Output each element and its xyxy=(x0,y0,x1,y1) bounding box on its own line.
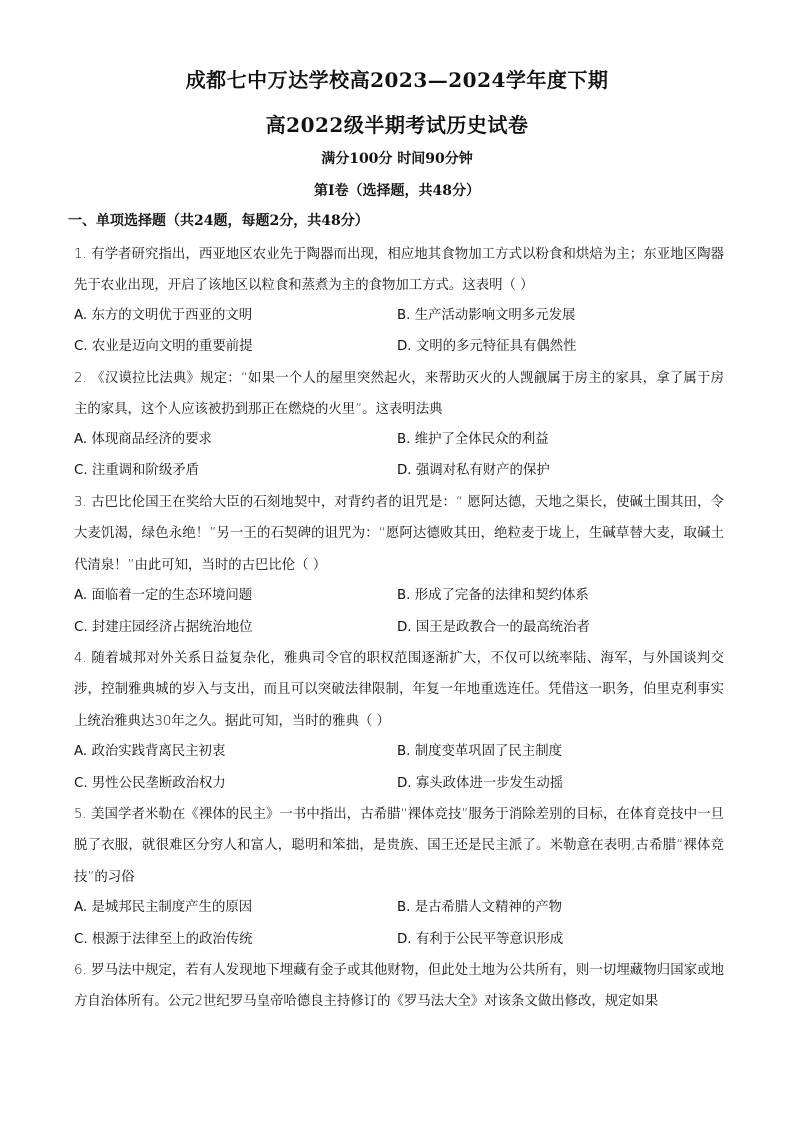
question-2-stem: 2. 《汉谟拉比法典》规定：“如果一个人的屋里突然起火，来帮助灭火的人觊觎属于房主的家具，拿了属于房主的家具，这个人应该被扔到那正在燃烧的火里”。这表明法典 xyxy=(74,371,724,418)
question-5-option-b[interactable]: B. 是古希腊人文精神的产物 xyxy=(397,900,562,915)
question-4-option-d[interactable]: D. 寡头政体进一步发生动摇 xyxy=(397,776,564,791)
question-5-option-d[interactable]: D. 有利于公民平等意识形成 xyxy=(397,932,564,947)
question-1-option-a[interactable]: A. 东方的文明优于西亚的文明 xyxy=(74,308,253,323)
question-3-option-b[interactable]: B. 形成了完备的法律和契约体系 xyxy=(397,588,589,603)
question-3-option-a[interactable]: A. 面临着一定的生态环境问题 xyxy=(74,588,253,603)
part-title: 第Ⅰ卷（选择题，共48分） xyxy=(313,183,481,199)
question-5-stem: 5. 美国学者米勒在《裸体的民主》一书中指出，古希腊“裸体竞技”服务于消除差别的目标，在体育竞技中一旦脱了衣服，就很难区分穷人和富人，聪明和笨拙，是贵族、国王还是民主派了。米勒意在表明,古希腊“裸体竞技”的习俗 xyxy=(74,807,724,885)
question-1-option-d[interactable]: D. 文明的多元特征具有偶然性 xyxy=(397,339,577,354)
question-1-option-c[interactable]: C. 农业是迈向文明的重要前提 xyxy=(74,339,253,354)
question-3-stem: 3. 古巴比伦国王在奖给大臣的石刻地契中，对背约者的诅咒是：“ 愿阿达德，天地之渠长，使碱土围其田，令大麦饥渴，绿色永绝！”另一王的石契碑的诅咒为：“愿阿达德败其田，绝粒麦于垅上，生碱草替大麦，取碱土代清泉！”由此可知，当时的古巴比伦（ ） xyxy=(74,495,724,573)
question-4-option-b[interactable]: B. 制度变革巩固了民主制度 xyxy=(397,744,562,759)
question-2-option-b[interactable]: B. 维护了全体民众的利益 xyxy=(397,432,549,447)
question-1-option-b[interactable]: B. 生产活动影响文明多元发展 xyxy=(397,308,576,323)
question-4-stem: 4. 随着城邦对外关系日益复杂化，雅典司令官的职权范围逐渐扩大，不仅可以统率陆、海军，与外国谈判交涉，控制雅典城的岁入与支出，而且可以突破法律限制，年复一年地重选连任。凭借这一职务，伯里克利事实上统治雅典达30年之久。据此可知，当时的雅典（ ） xyxy=(74,651,724,729)
score-time-info: 满分100分 时间90分钟 xyxy=(321,151,473,167)
question-5-option-a[interactable]: A. 是城邦民主制度产生的原因 xyxy=(74,900,253,915)
section-heading: 一、单项选择题（共24题，每题2分，共48分） xyxy=(68,213,369,229)
question-3-option-d[interactable]: D. 国王是政教合一的最高统治者 xyxy=(397,620,590,635)
question-4-option-c[interactable]: C. 男性公民垄断政治权力 xyxy=(74,776,226,791)
question-6-stem: 6. 罗马法中规定，若有人发现地下埋藏有金子或其他财物，但此处土地为公共所有，则一切埋藏物归国家或地方自治体所有。公元2世纪罗马皇帝哈德良主持修订的《罗马法大全》对该条文做出修改，规定如果 xyxy=(74,963,724,1010)
exam-title-line2: 高2022级半期考试历史试卷 xyxy=(265,113,529,137)
question-2-option-d[interactable]: D. 强调对私有财产的保护 xyxy=(397,463,550,478)
question-1-stem: 1. 有学者研究指出，西亚地区农业先于陶器而出现，相应地其食物加工方式以粉食和烘焙为主；东亚地区陶器先于农业出现，开启了该地区以粒食和蒸煮为主的食物加工方式。这表明（ ） xyxy=(74,247,724,294)
question-2-option-c[interactable]: C. 注重调和阶级矛盾 xyxy=(74,463,199,478)
question-4-option-a[interactable]: A. 政治实践背离民主初衷 xyxy=(74,744,226,759)
question-2-option-a[interactable]: A. 体现商品经济的要求 xyxy=(74,432,212,447)
question-3-option-c[interactable]: C. 封建庄园经济占据统治地位 xyxy=(74,620,253,635)
question-5-option-c[interactable]: C. 根源于法律至上的政治传统 xyxy=(74,932,253,947)
exam-title-line1: 成都七中万达学校高2023—2024学年度下期 xyxy=(185,68,609,92)
